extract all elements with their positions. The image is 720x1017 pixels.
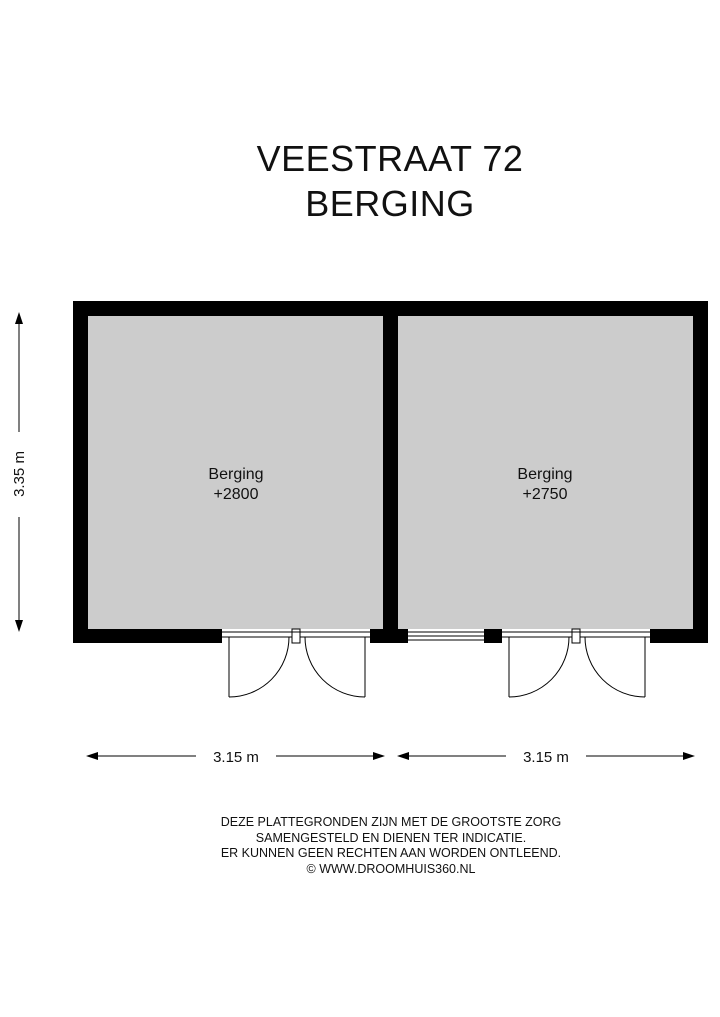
disclaimer-line-2: SAMENGESTELD EN DIENEN TER INDICATIE. [255,830,527,845]
disclaimer-line-1: DEZE PLATTEGRONDEN ZIJN MET DE GROOTSTE ZORG [220,815,562,829]
plan-subtitle: BERGING [305,183,475,224]
door-opening-right [502,629,650,643]
disclaimer [100,815,682,877]
disclaimer-line-3: ER KUNNEN GEEN RECHTEN AAN WORDEN ONTLEEND. [220,846,562,860]
door-opening-left [222,629,370,643]
plan-title: VEESTRAAT 72 [256,138,524,179]
height-dimension-label: 3.35 m [11,451,28,497]
room-right-level: +2750 [522,486,568,503]
room-left-level: +2800 [213,486,259,503]
width-dimension-left-label: 3.15 m [213,749,259,766]
room-right-name: Berging [517,466,573,483]
disclaimer-line-4: © WWW.DROOMHUIS360.NL [306,861,476,876]
room-left-name: Berging [208,466,264,483]
width-dimension-right-label: 3.15 m [523,749,569,766]
